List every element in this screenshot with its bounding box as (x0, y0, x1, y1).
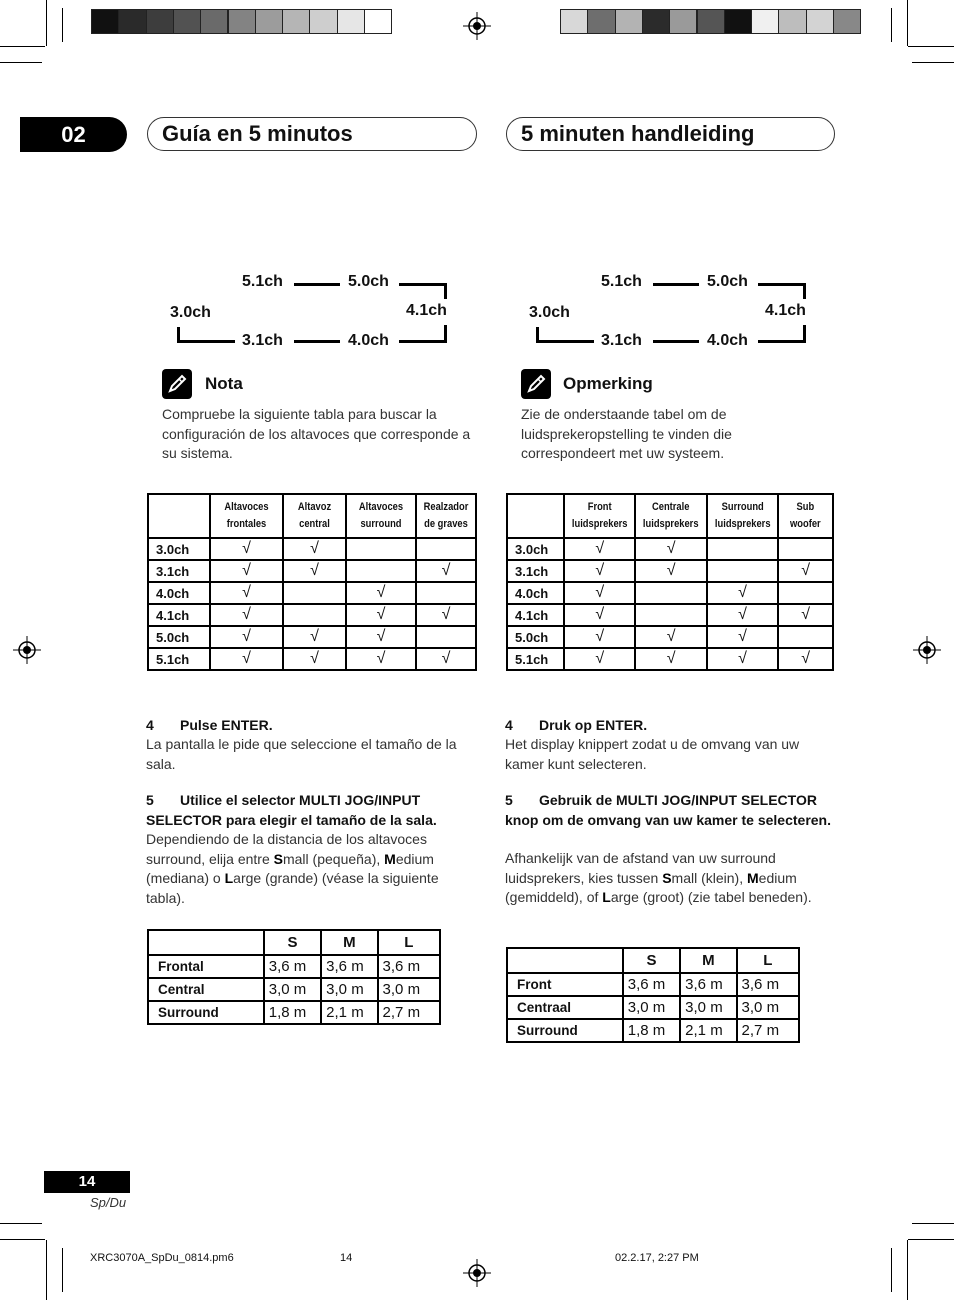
crop-mark (891, 1248, 892, 1292)
color-swatch (200, 9, 228, 34)
language-code: Sp/Du (90, 1195, 127, 1210)
table-cell: √ (635, 626, 706, 648)
step-5-text-es: Dependiendo de la distancia de los altavoces surround, elija entre Small (pequeña), Medium (mediana) o Large (grande) (véase la siguiente tabla). (146, 831, 439, 906)
table-row (507, 582, 833, 604)
table-cell: √ (210, 604, 283, 626)
crop-mark (907, 0, 908, 46)
table-cell: 2,1 m (321, 1001, 377, 1024)
table-cell: √ (346, 582, 416, 604)
table-cell: 3,0 m (378, 978, 440, 1001)
step-5-heading-es: 5 Utilice el selector MULTI JOG/INPUT SELECTOR para elegir el tamaño de la sala. (146, 792, 437, 828)
color-swatch (751, 9, 779, 34)
table-cell: 2,1 m (680, 1019, 736, 1042)
table-cell: √ (416, 560, 476, 582)
table-cell: 2,7 m (737, 1019, 799, 1042)
column-header: S (623, 948, 680, 973)
table-cell: 3,0 m (264, 978, 321, 1001)
row-header: Surround (148, 1001, 264, 1024)
table-cell: 3,6 m (321, 955, 377, 978)
table-cell: √ (210, 626, 283, 648)
channel-label: 3.0ch (529, 304, 570, 321)
table-row (148, 955, 440, 978)
color-swatch (587, 9, 615, 34)
row-header: 4.1ch (148, 604, 210, 626)
table-corner (153, 494, 206, 538)
color-swatch (724, 9, 752, 34)
table-cell: √ (564, 626, 635, 648)
page-number: 14 (44, 1171, 130, 1193)
table-cell: 3,6 m (737, 973, 799, 996)
table-cell: √ (564, 582, 635, 604)
table-cell: 3,0 m (321, 978, 377, 1001)
registration-mark-icon (913, 636, 941, 664)
table-row (507, 648, 833, 670)
connector-line (653, 283, 699, 286)
row-header: 4.0ch (148, 582, 210, 604)
color-swatch (560, 9, 588, 34)
row-header: Frontal (148, 955, 264, 978)
table-cell: √ (210, 560, 283, 582)
channel-label: 4.0ch (707, 332, 748, 349)
registration-mark-icon (463, 12, 491, 40)
table-cell: 1,8 m (623, 1019, 680, 1042)
table-cell: √ (210, 582, 283, 604)
crop-mark (0, 1223, 42, 1224)
channel-label: 3.1ch (601, 332, 642, 349)
table-cell: 3,6 m (680, 973, 736, 996)
row-header: 5.1ch (148, 648, 210, 670)
crop-mark (908, 46, 954, 47)
table-cell (707, 538, 778, 560)
color-swatch (642, 9, 670, 34)
crop-mark (891, 8, 892, 42)
note-title-es: Nota (205, 374, 243, 393)
channel-label: 4.0ch (348, 332, 389, 349)
row-header: 5.1ch (507, 648, 564, 670)
table-cell: √ (778, 560, 833, 582)
crop-mark (46, 0, 47, 46)
table-row (507, 604, 833, 626)
color-swatch (364, 9, 392, 34)
table-cell (635, 582, 706, 604)
row-header: Central (148, 978, 264, 1001)
column-header: M (321, 930, 377, 955)
connector-line (758, 340, 806, 343)
connector-line (758, 283, 806, 286)
column-header: Altavoz central (288, 494, 342, 538)
color-swatch (91, 9, 119, 34)
table-cell: √ (283, 626, 346, 648)
table-cell: √ (283, 560, 346, 582)
registration-mark-icon (13, 636, 41, 664)
table-cell: √ (635, 648, 706, 670)
column-header: Sub woofer (782, 494, 829, 538)
table-cell: 3,6 m (264, 955, 321, 978)
table-cell (635, 604, 706, 626)
note-text-es: Compruebe la siguiente tabla para buscar la configuración de los altavoces que corresponde a su sistema. (162, 406, 471, 461)
table-row (507, 538, 833, 560)
table-cell: √ (707, 604, 778, 626)
connector-line (294, 340, 340, 343)
color-swatch (228, 9, 256, 34)
table-row (148, 560, 476, 582)
color-swatch (309, 9, 337, 34)
table-cell (416, 538, 476, 560)
table-row (148, 538, 476, 560)
registration-mark-icon (463, 1259, 491, 1287)
column-header: Altavoces surround (351, 494, 411, 538)
row-header: 3.1ch (507, 560, 564, 582)
print-date: 02.2.17, 2:27 PM (615, 1252, 699, 1264)
color-swatch (697, 9, 725, 34)
room-size-table-es (147, 929, 441, 1025)
step-4-heading-nl: 4 Druk op ENTER. (505, 717, 648, 733)
step-4-text-nl: Het display knippert zodat u de omvang van uw kamer kunt selecteren. (505, 736, 800, 772)
step-5-text-nl: Afhankelijk van de afstand van uw surround luidsprekers, kies tussen Small (klein), Medium (gemiddeld), of Large (groot) (zie tabel beneden). (505, 850, 812, 905)
color-swatch (337, 9, 365, 34)
table-cell: √ (707, 582, 778, 604)
crop-mark (62, 8, 63, 42)
column-header: Altavoces frontales (215, 494, 277, 538)
chapter-number: 02 (20, 117, 127, 152)
connector-line (399, 340, 447, 343)
channel-label: 5.1ch (601, 273, 642, 290)
table-cell: 3,0 m (623, 996, 680, 1019)
table-cell: √ (210, 538, 283, 560)
table-cell: √ (416, 604, 476, 626)
column-header: Realzador de graves (421, 494, 472, 538)
crop-mark (907, 1240, 908, 1300)
note-pencil-icon (521, 369, 551, 399)
table-cell (778, 626, 833, 648)
table-cell: √ (778, 604, 833, 626)
row-header: Centraal (507, 996, 623, 1019)
connector-line (399, 283, 447, 286)
table-cell: √ (346, 626, 416, 648)
column-header: Surround luidsprekers (712, 494, 773, 538)
table-cell (778, 582, 833, 604)
file-name: XRC3070A_SpDu_0814.pm6 (90, 1252, 234, 1264)
table-cell: 3,6 m (378, 955, 440, 978)
step-4-text-es: La pantalla le pide que seleccione el tamaño de la sala. (146, 736, 457, 772)
column-header: Front luidsprekers (569, 494, 630, 538)
table-row (148, 978, 440, 1001)
table-cell: √ (707, 626, 778, 648)
crop-mark (912, 1223, 954, 1224)
column-header: M (680, 948, 736, 973)
channel-label: 3.1ch (242, 332, 283, 349)
row-header: 5.0ch (148, 626, 210, 648)
note-pencil-icon (162, 369, 192, 399)
table-row (148, 1001, 440, 1024)
color-swatch (833, 9, 861, 34)
table-cell: √ (564, 560, 635, 582)
table-cell: √ (346, 648, 416, 670)
channel-label: 3.0ch (170, 304, 211, 321)
table-cell: √ (346, 604, 416, 626)
crop-mark (912, 62, 954, 63)
page-title-es: Guía en 5 minutos (147, 117, 477, 151)
connector-line (536, 340, 594, 343)
connector-line (294, 283, 340, 286)
room-size-table-nl (506, 947, 800, 1043)
table-row (507, 973, 799, 996)
table-row (148, 626, 476, 648)
table-cell (283, 604, 346, 626)
column-header: S (264, 930, 321, 955)
table-cell (283, 582, 346, 604)
table-row (148, 604, 476, 626)
table-cell: 2,7 m (378, 1001, 440, 1024)
connector-line (177, 327, 180, 343)
color-swatch (173, 9, 201, 34)
table-corner (511, 494, 559, 538)
table-cell: √ (283, 648, 346, 670)
channel-label: 5.0ch (348, 273, 389, 290)
connector-line (536, 327, 539, 343)
table-cell: 3,0 m (680, 996, 736, 1019)
row-header: 5.0ch (507, 626, 564, 648)
note-title-nl: Opmerking (563, 374, 653, 393)
table-corner (507, 948, 623, 973)
speaker-config-table-es (147, 493, 477, 671)
page-title-nl: 5 minuten handleiding (506, 117, 835, 151)
table-cell: √ (564, 648, 635, 670)
color-swatch (778, 9, 806, 34)
row-header: Front (507, 973, 623, 996)
table-row (507, 560, 833, 582)
color-swatch (806, 9, 834, 34)
row-header: 4.1ch (507, 604, 564, 626)
color-swatch (255, 9, 283, 34)
column-header: L (378, 930, 440, 955)
table-cell (346, 560, 416, 582)
table-cell: 3,0 m (737, 996, 799, 1019)
channel-label: 4.1ch (765, 302, 806, 319)
table-cell: √ (564, 604, 635, 626)
table-cell: √ (416, 648, 476, 670)
crop-mark (62, 1248, 63, 1292)
row-header: 4.0ch (507, 582, 564, 604)
table-cell: √ (283, 538, 346, 560)
connector-line (444, 283, 447, 299)
table-cell (346, 538, 416, 560)
table-cell: √ (564, 538, 635, 560)
channel-label: 4.1ch (406, 302, 447, 319)
table-cell: √ (635, 560, 706, 582)
color-swatch (118, 9, 146, 34)
crop-mark (46, 1240, 47, 1300)
column-header: L (737, 948, 799, 973)
channel-label: 5.0ch (707, 273, 748, 290)
table-cell: √ (707, 648, 778, 670)
crop-mark (0, 46, 45, 47)
table-row (148, 648, 476, 670)
table-row (507, 1019, 799, 1042)
table-cell: √ (778, 648, 833, 670)
connector-line (803, 283, 806, 299)
row-header: 3.0ch (148, 538, 210, 560)
crop-mark (0, 1239, 45, 1240)
color-swatch (146, 9, 174, 34)
crop-mark (0, 62, 42, 63)
table-cell: √ (635, 538, 706, 560)
speaker-config-table-nl (506, 493, 834, 671)
table-cell: √ (210, 648, 283, 670)
table-cell (416, 582, 476, 604)
step-5-heading-nl: 5 Gebruik de MULTI JOG/INPUT SELECTOR knop om de omvang van uw kamer te selecteren. (505, 792, 831, 828)
row-header: Surround (507, 1019, 623, 1042)
table-cell (416, 626, 476, 648)
note-text-nl: Zie de onderstaande tabel om de luidsprekeropstelling te vinden die correspondeert met uw systeem. (521, 406, 732, 461)
crop-mark (908, 1239, 954, 1240)
print-page-ref: 14 (340, 1252, 353, 1264)
table-row (507, 996, 799, 1019)
table-cell (707, 560, 778, 582)
color-swatch (669, 9, 697, 34)
connector-line (653, 340, 699, 343)
color-swatch (615, 9, 643, 34)
row-header: 3.0ch (507, 538, 564, 560)
table-row (148, 582, 476, 604)
table-corner (148, 930, 264, 955)
table-row (507, 626, 833, 648)
step-4-heading-es: 4 Pulse ENTER. (146, 717, 273, 733)
column-header: Centrale luidsprekers (641, 494, 702, 538)
table-cell: 3,6 m (623, 973, 680, 996)
table-cell: 1,8 m (264, 1001, 321, 1024)
connector-line (177, 340, 235, 343)
channel-label: 5.1ch (242, 273, 283, 290)
row-header: 3.1ch (148, 560, 210, 582)
table-cell (778, 538, 833, 560)
color-swatch (282, 9, 310, 34)
